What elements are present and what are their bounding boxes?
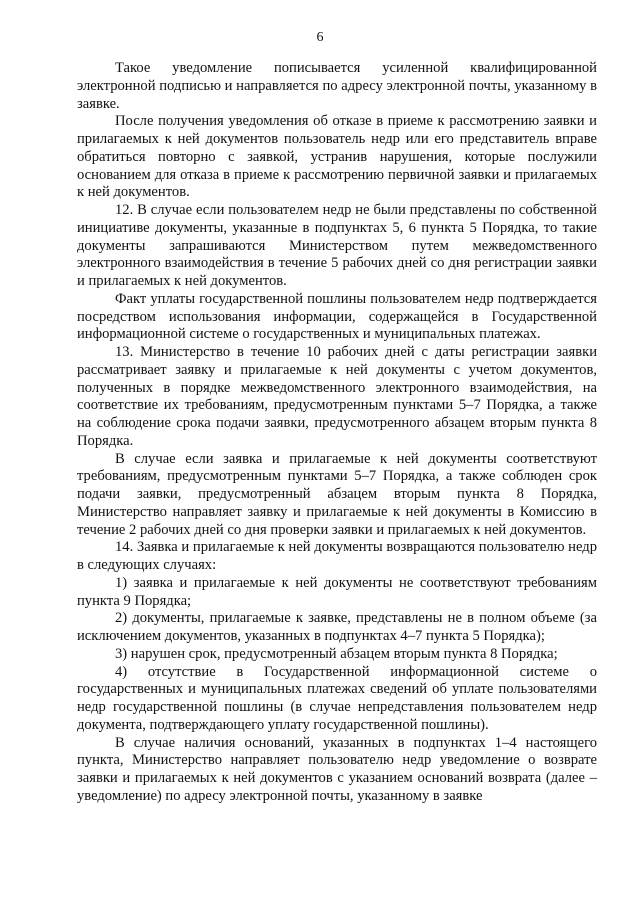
document-body — [77, 60, 597, 806]
list-item: 3) нарушен срок, предусмотренный абзацем вторым пункта 8 Порядка; — [115, 645, 558, 662]
paragraph: 14. Заявка и прилагаемые к ней документы возвращаются пользователю недр в следующих случаях: — [77, 539, 597, 573]
list-item: 2) документы, прилагаемые к заявке, представлены не в полном объеме (за исключением документов, указанных в подпунктах 4–7 пункта 5 Порядка); — [77, 610, 597, 644]
paragraph: В случае наличия оснований, указанных в подпунктах 1–4 настоящего пункта, Министерство направляет пользователю недр уведомление о возврате заявки и прилагаемых к ней документов с указанием оснований возврата (далее – уведомление) по адресу электронной почты, указанному в заявке — [77, 734, 597, 804]
list-item: 1) заявка и прилагаемые к ней документы не соответствуют требованиям пункта 9 Порядка; — [77, 574, 597, 609]
paragraph: 12. В случае если пользователем недр не были представлены по собственной инициативе документы, указанные в подпунктах 5, 6 пункта 5 Порядка, то такие документы запрашиваются Министерством путем межведомственного электронного взаимодействия в течение 5 рабочих дней со дня регистрации заявки и прилагаемых к ней документов. — [77, 202, 597, 289]
page-number: 6 — [316, 30, 324, 45]
paragraph: Такое уведомление пописывается усиленной квалифицированной электронной подписью и направляется по адресу электронной почты, указанному в заявке. — [77, 60, 597, 112]
list-item: 4) отсутствие в Государственной информационной системе о государственных и муниципальных платежах сведений об уплате пользователями недр государственной пошлины (в случае непредставления пользователем недр документа, подтверждающего уплату государственной пошлины). — [77, 663, 597, 733]
paragraph: В случае если заявка и прилагаемые к ней документы соответствуют требованиям, предусмотренным пунктами 5–7 Порядка, а также соблюден срок подачи заявки, предусмотренный абзацем вторым пункта 8 Порядка, Министерство направляет заявку и прилагаемые к ней документы в Комиссию в течение 2 рабочих дней со дня проверки заявки и прилагаемых к ней документов. — [77, 450, 597, 538]
paragraph: Факт уплаты государственной пошлины пользователем недр подтверждается посредством использования информации, содержащейся в Государственной информационной системе о государственных и муниципальных платежах. — [77, 290, 597, 343]
paragraph: После получения уведомления об отказе в приеме к рассмотрению заявки и прилагаемых к ней документов пользователь недр или его представитель вправе обратиться повторно с заявкой, устранив нарушения, которые послужили основанием для отказа в приеме к рассмотрению первичной заявки и прилагаемых к ней документов. — [77, 113, 597, 201]
paragraph: 13. Министерство в течение 10 рабочих дней с даты регистрации заявки рассматривает заявку и прилагаемые к ней документы с учетом документов, полученных в порядке межведомственного электронного взаимодействия, на соответствие их требованиям, предусмотренным пунктами 5–7 Порядка, а также на соблюдение срока подачи заявки, предусмотренного абзацем вторым пункта 8 Порядка. — [77, 344, 597, 449]
